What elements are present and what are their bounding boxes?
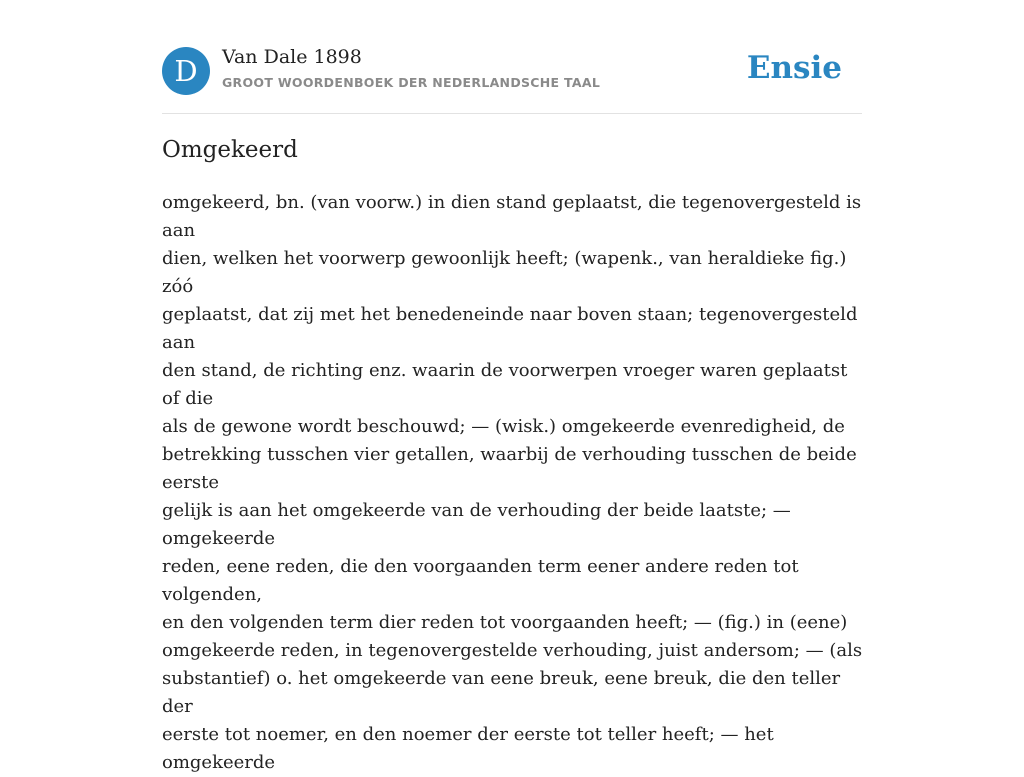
- definition-line: substantief) o. het omgekeerde van eene breuk, eene breuk, die den teller der: [162, 668, 841, 717]
- ensie-logo[interactable]: Ensie: [746, 50, 842, 86]
- definition-line: en den volgenden term dier reden tot voorgaanden heeft; — (fig.) in (eene): [162, 612, 848, 633]
- definition-line: geplaatst, dat zij met het benedeneinde naar boven staan; tegenovergesteld aan: [162, 304, 858, 353]
- definition-line: dien, welken het voorwerp gewoonlijk heeft; (wapenk., van heraldieke fig.) zóó: [162, 248, 847, 297]
- definition-line: eerste tot noemer, en den noemer der eerste tot teller heeft; — het omgekeerde: [162, 724, 774, 773]
- entry-headword: Omgekeerd: [162, 137, 298, 163]
- source-subtitle: GROOT WOORDENBOEK DER NEDERLANDSCHE TAAL: [222, 75, 601, 90]
- source-title[interactable]: Van Dale 1898: [222, 46, 362, 68]
- definition-line: omgekeerde reden, in tegenovergestelde verhouding, juist andersom; — (als: [162, 640, 863, 661]
- definition-line: den stand, de richting enz. waarin de voorwerpen vroeger waren geplaatst of die: [162, 360, 848, 409]
- entry-definition: [162, 189, 867, 777]
- definition-line: omgekeerd, bn. (van voorw.) in dien stand geplaatst, die tegenovergesteld is aan: [162, 192, 862, 241]
- definition-line: als de gewone wordt beschouwd; — (wisk.) omgekeerde evenredigheid, de: [162, 416, 845, 437]
- definition-line: betrekking tusschen vier getallen, waarbij de verhouding tusschen de beide eerste: [162, 444, 857, 493]
- header: [162, 46, 862, 96]
- definition-line: gelijk is aan het omgekeerde van de verhouding der beide laatste; — omgekeerde: [162, 500, 791, 549]
- dictionary-logo[interactable]: D: [162, 47, 210, 95]
- definition-line: reden, eene reden, die den voorgaanden term eener andere reden tot volgenden,: [162, 556, 799, 605]
- header-divider: [162, 113, 862, 114]
